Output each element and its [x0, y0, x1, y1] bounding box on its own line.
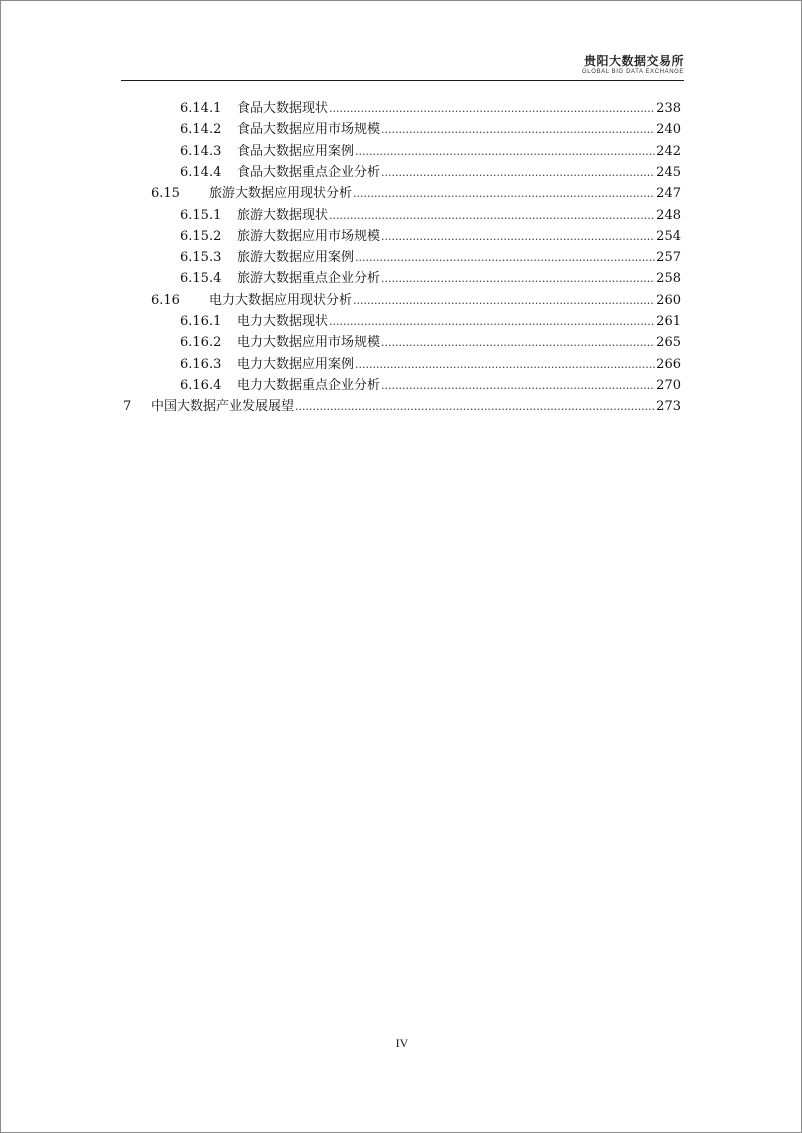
toc-entry-number: 6.16 [151, 292, 180, 308]
toc-entry-page: 260 [656, 292, 681, 308]
toc-entry-number: 6.16.1 [180, 314, 222, 329]
toc-entry-page: 266 [656, 356, 681, 372]
toc-entry[interactable] [180, 355, 681, 375]
toc-entry-title: 旅游大数据应用市场规模 [237, 228, 381, 244]
toc-entry-title: 旅游大数据应用案例 [237, 250, 355, 266]
toc-entry-number: 7 [123, 399, 132, 415]
toc-entry[interactable] [180, 142, 681, 162]
toc-dot-leader [329, 206, 655, 226]
toc-entry-number: 6.15 [151, 186, 180, 202]
toc-entry-page: 238 [656, 101, 681, 116]
toc-entry-number: 6.16.3 [180, 356, 222, 372]
toc-entry[interactable] [123, 397, 681, 417]
toc-entry-title: 食品大数据应用案例 [237, 143, 355, 159]
toc-entry-page: 257 [656, 250, 681, 266]
toc-dot-leader [355, 142, 655, 162]
toc-entry-title: 中国大数据产业发展展望 [151, 399, 295, 415]
toc-entry-title: 电力大数据应用案例 [237, 356, 355, 372]
toc-entry-number: 6.15.4 [180, 271, 222, 287]
toc-entry[interactable] [180, 99, 681, 119]
toc-entry[interactable] [180, 269, 681, 289]
toc-entry-page: 242 [656, 143, 681, 159]
toc-entry-title: 食品大数据应用市场规模 [237, 122, 381, 138]
toc-entry-number: 6.16.4 [180, 377, 222, 393]
toc-dot-leader [353, 291, 655, 311]
brand-logo [582, 54, 684, 76]
toc-entry[interactable] [180, 227, 681, 247]
toc-entry-page: 245 [656, 164, 681, 180]
toc-dot-leader [381, 163, 655, 183]
toc-entry-page: 273 [656, 399, 681, 415]
brand-name-cn: 贵阳大数据交易所 [583, 54, 684, 68]
page-number: IV [395, 1036, 409, 1050]
toc-entry-page: 261 [656, 314, 681, 329]
toc-entry[interactable] [180, 376, 681, 396]
toc-dot-leader [381, 269, 655, 289]
toc-entry-number: 6.15.3 [180, 250, 222, 266]
toc-dot-leader [355, 248, 655, 268]
toc-entry-number: 6.14.1 [180, 101, 222, 116]
toc-entry-number: 6.14.4 [180, 164, 222, 180]
toc-entry-page: 265 [656, 335, 681, 351]
page-header [121, 54, 684, 81]
toc-dot-leader [381, 333, 655, 353]
toc-dot-leader [329, 99, 655, 119]
toc-entry-number: 6.15.1 [180, 207, 222, 223]
toc-entry-title: 食品大数据重点企业分析 [237, 164, 381, 180]
toc-entry-title: 旅游大数据应用现状分析 [209, 186, 353, 202]
toc-dot-leader [381, 376, 655, 396]
toc-entry-number: 6.16.2 [180, 335, 222, 351]
toc-entry-page: 247 [656, 186, 681, 202]
toc-entry-number: 6.15.2 [180, 228, 222, 244]
toc-entry[interactable] [180, 248, 681, 268]
toc-entry-title: 旅游大数据现状 [237, 207, 329, 223]
toc-dot-leader [381, 227, 655, 247]
toc-entry-number: 6.14.3 [180, 143, 222, 159]
toc-entry-title: 电力大数据应用现状分析 [209, 292, 353, 308]
toc-entry[interactable] [180, 120, 681, 140]
toc-entry[interactable] [151, 291, 681, 311]
toc-dot-leader [329, 312, 655, 332]
toc-entry-title: 电力大数据重点企业分析 [237, 377, 381, 393]
toc-entry-title: 电力大数据应用市场规模 [237, 335, 381, 351]
toc-dot-leader [381, 120, 655, 140]
toc-entry-page: 248 [656, 207, 681, 223]
toc-dot-leader [295, 397, 655, 417]
toc-entry[interactable] [180, 312, 681, 332]
toc-entry-page: 270 [656, 377, 681, 393]
toc-dot-leader [353, 184, 655, 204]
toc-entry-page: 240 [656, 122, 681, 138]
toc-entry-title: 食品大数据现状 [237, 101, 329, 116]
toc-entry-page: 254 [656, 228, 681, 244]
toc-entry-number: 6.14.2 [180, 122, 222, 138]
toc-entry[interactable] [180, 206, 681, 226]
toc-entry-title: 电力大数据现状 [237, 314, 329, 329]
toc-dot-leader [355, 355, 655, 375]
toc-entry[interactable] [151, 184, 681, 204]
brand-name-en: GLOBAL BIG DATA EXCHANGE [582, 69, 684, 75]
toc-entry-title: 旅游大数据重点企业分析 [237, 271, 381, 287]
toc-entry[interactable] [180, 163, 681, 183]
toc-entry[interactable] [180, 333, 681, 353]
toc-entry-page: 258 [656, 271, 681, 287]
